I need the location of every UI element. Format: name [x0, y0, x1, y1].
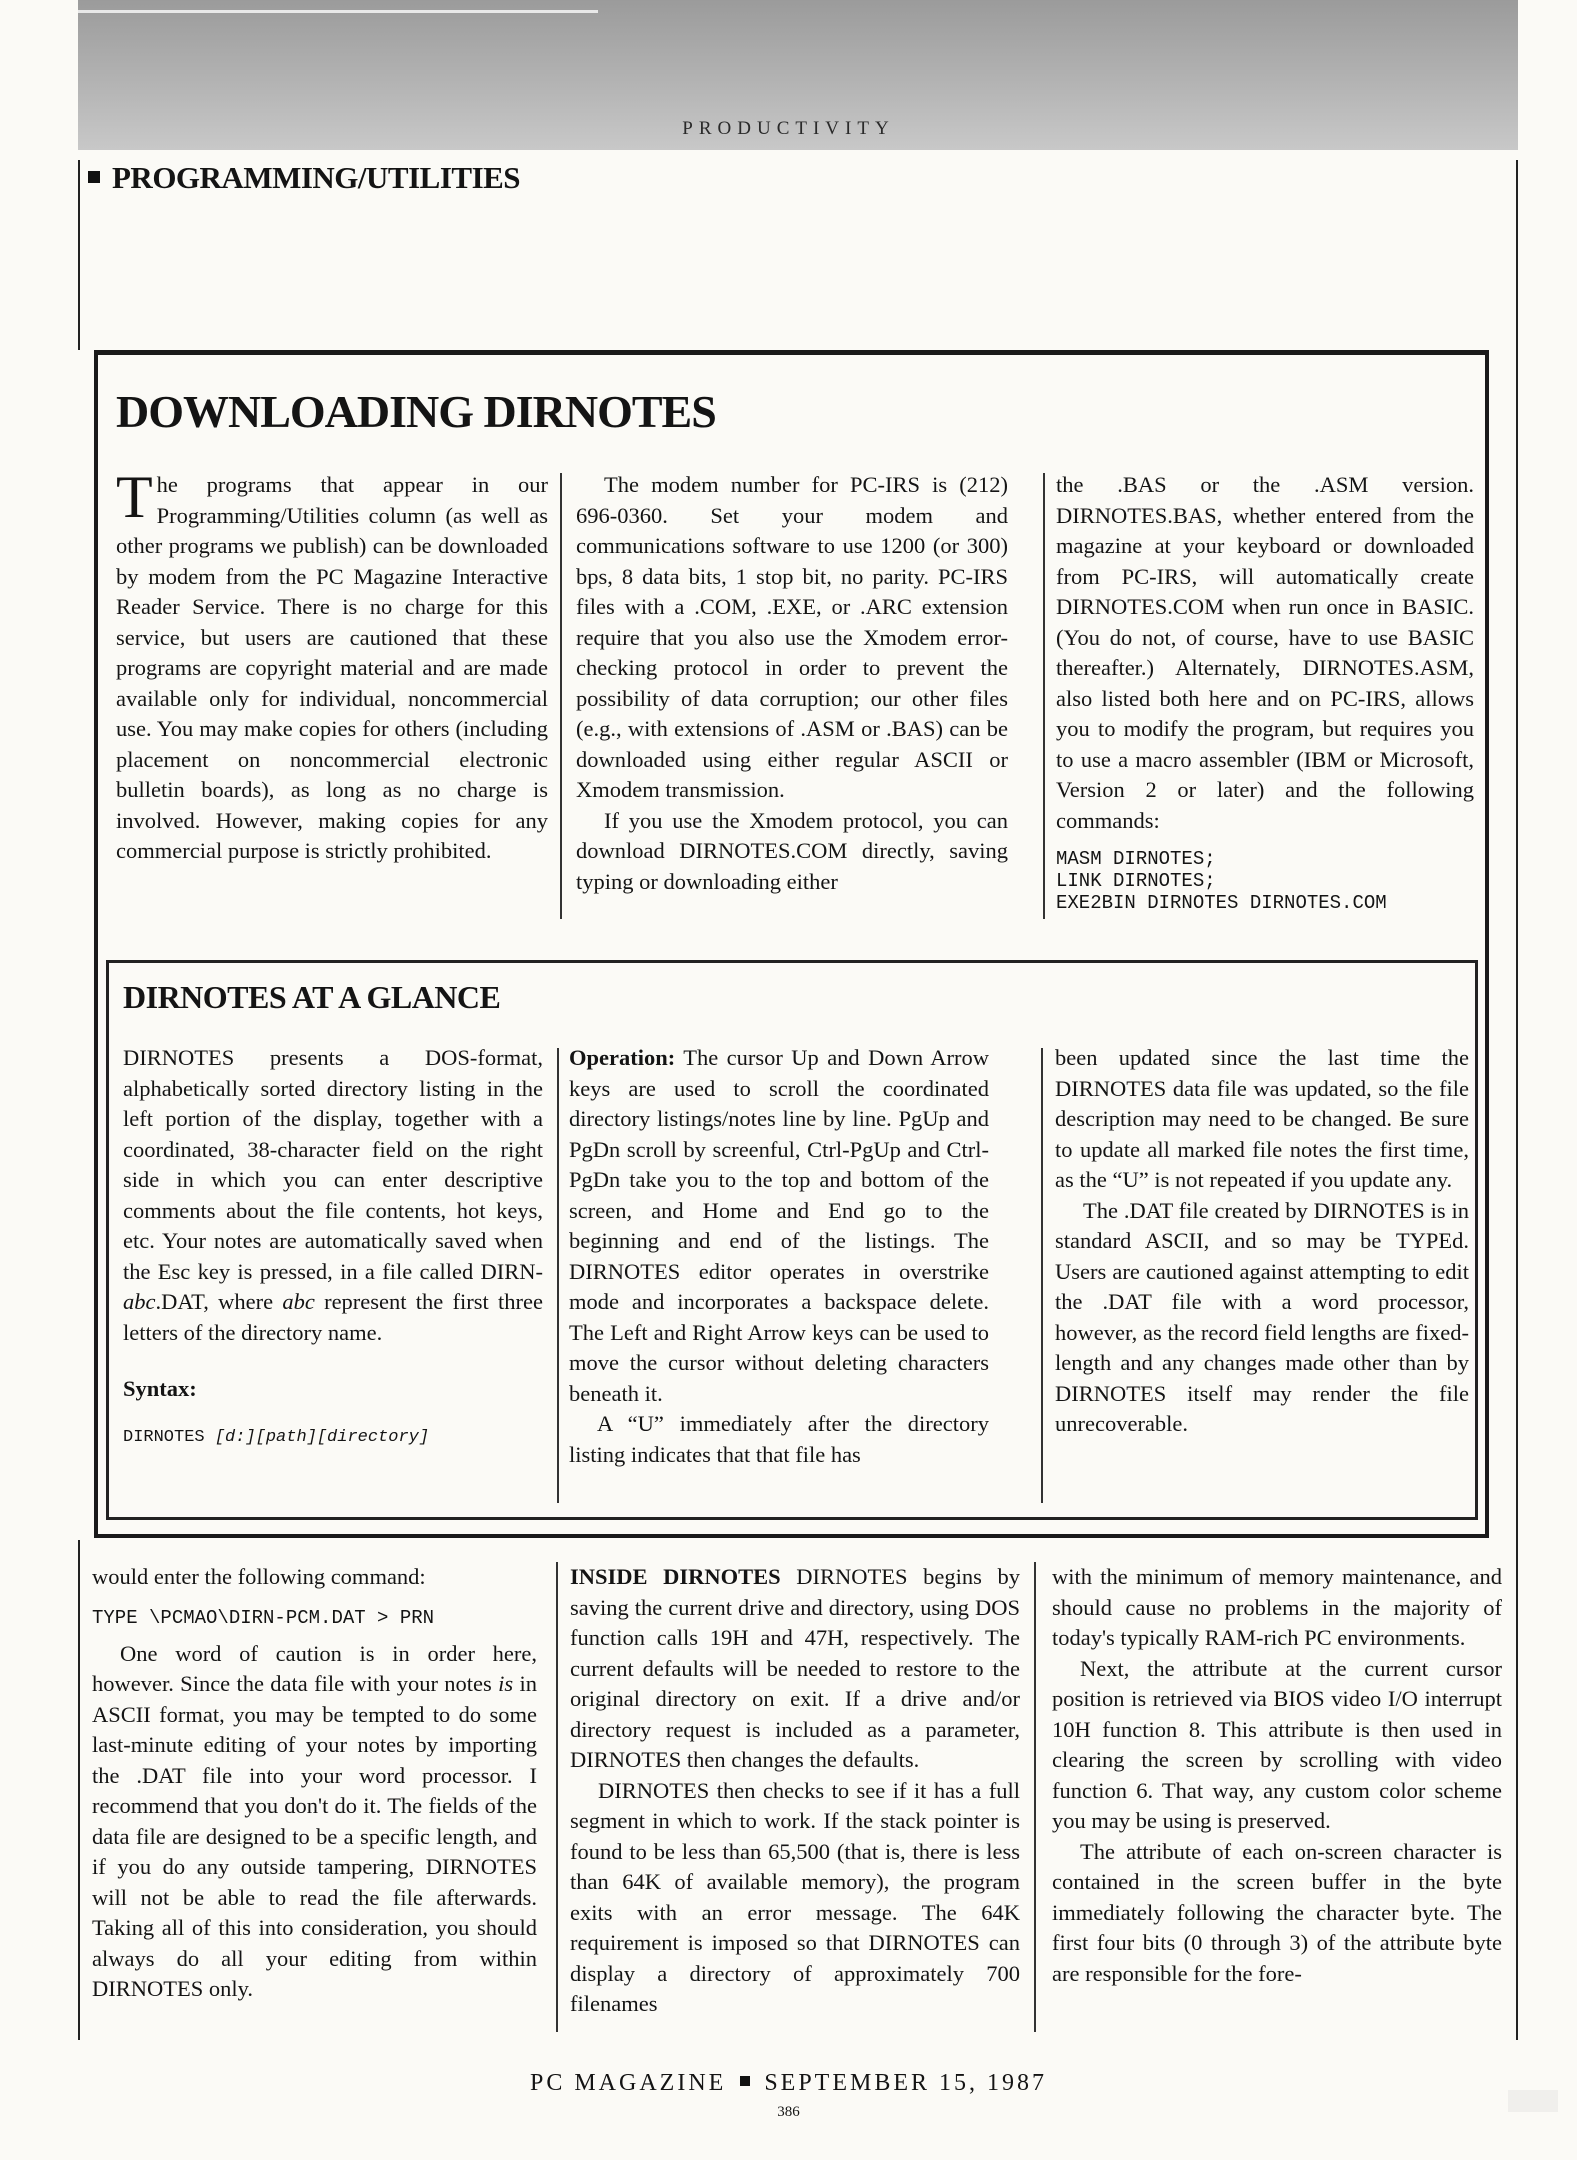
- glance-col3-para2: The .DAT file created by DIRNOTES is in standard ASCII, and so may be TYPEd. Users are cautioned against attempting to edit the .DAT file with a word processor, however, as the record field lengths are fixed-length and any changes made other than by DIRNOTES itself may render the file unrecoverable.: [1055, 1197, 1469, 1436]
- drop-cap: T: [116, 464, 153, 530]
- page-number: 386: [777, 2104, 800, 2120]
- lower-col2-para2: DIRNOTES then checks to see if it has a full segment in which to work. If the stack pointer is found to be less than 65,500 (that is, there is less than 64K of available memory), the program exits with an error message. The 64K requirement is imposed so that DIRNOTES can display a directory of approximately 700 filenames: [570, 1777, 1020, 2016]
- lower-col1-para-a: One word of caution is in order here, however. Since the data file with your notes: [92, 1640, 537, 1696]
- glance-title: DIRNOTES AT A GLANCE: [123, 979, 501, 1015]
- box-col2-para2: If you use the Xmodem protocol, you can download DIRNOTES.COM directly, saving typing or downloading either: [576, 807, 1008, 894]
- asm-command-3: EXE2BIN DIRNOTES DIRNOTES.COM: [1056, 892, 1387, 914]
- page-smudge: [1508, 2090, 1558, 2112]
- lower-col3-para3: The attribute of each on-screen character is contained in the screen buffer in the byte immediately following the character byte. The first four bits (0 through 3) of the attribute byte are responsible for the fore-: [1052, 1838, 1502, 1986]
- box-col2-para1: The modem number for PC-IRS is (212) 696-0360. Set your modem and communications software to use 1200 (or 300) bps, 8 data bits, 1 stop bit, no parity. PC-IRS files with a .COM, .EXE, or .ARC extension require that you also use the Xmodem error-checking protocol in order to prevent the possibility of data corruption; our other files (e.g., with extensions of .ASM or .BAS) can be downloaded using either regular ASCII or Xmodem transmission.: [576, 472, 1008, 802]
- box-col3-text: the .BAS or the .ASM version. DIRNOTES.BAS, whether entered from the magazine at your keyboard or downloaded from PC-IRS, will automatically create DIRNOTES.COM when run once in BASIC. (You do not, of course, have to use BASIC thereafter.) Alternately, DIRNOTES.ASM, also listed both here and on PC-IRS, allows you to modify the program, but requires you to use a macro assembler (IBM or Microsoft, Version 2 or later) and the following commands:: [1056, 472, 1474, 833]
- downloading-box: [94, 350, 1489, 1538]
- lower-col1-emphasis: is: [498, 1671, 514, 1696]
- left-page-rule-lower: [78, 1540, 80, 2040]
- lower-column-rule-2: [1034, 1562, 1036, 2032]
- glance-col1-text-a: DIRNOTES presents a DOS-format, alphabetically sorted directory listing in the left portion of the display, together with a coordinated, 38-character field on the right side in which you can enter descriptive comments about the file contents, hot keys, etc. Your notes are automatically saved when the Esc key is pressed, in a file called DIRN-: [123, 1045, 543, 1284]
- glance-col2-para2: A “U” immediately after the directory listing indicates that that file has: [569, 1411, 989, 1467]
- glance-col1-text-c: represent the first three letters of the directory name.: [123, 1289, 543, 1345]
- lower-col1-para-b: in ASCII format, you may be tempted to do some last-minute editing of your notes by importing the .DAT file into your word processor. I recommend that you don't do it. The fields of the data file are designed to be a specific length, and if you do any outside tampering, DIRNOTES will not be able to read the file afterwards. Taking all of this into consideration, you should always do all your editing from within DIRNOTES only.: [92, 1671, 537, 2001]
- asm-command-2: LINK DIRNOTES;: [1056, 870, 1216, 892]
- footer-bullet-icon: [740, 2076, 750, 2086]
- operation-label: Operation:: [569, 1045, 676, 1070]
- box-column-2: [576, 470, 1008, 897]
- lower-col3-para2: Next, the attribute at the current cursor position is retrieved via BIOS video I/O interrupt 10H function 8. This attribute is then used in clearing the screen by scrolling with video function 6. That way, any custom color scheme you may be using is preserved.: [1052, 1655, 1502, 1833]
- syntax-args: [d:][path][directory]: [214, 1427, 430, 1447]
- square-bullet-icon: [88, 171, 100, 183]
- glance-col3-para1: been updated since the last time the DIRNOTES data file was updated, so the file description may need to be changed. Be sure to update all marked file notes the first time, as the “U” is not repeated if you update any.: [1055, 1045, 1469, 1192]
- syntax-line: [123, 1423, 543, 1454]
- footer-date: SEPTEMBER 15, 1987: [764, 2070, 1048, 2096]
- right-page-rule: [1516, 160, 1518, 2040]
- glance-col1-text-b: .DAT, where: [155, 1289, 283, 1314]
- glance-column-3: [1055, 1043, 1469, 1440]
- type-command: TYPE \PCMAO\DIRN-PCM.DAT > PRN: [92, 1606, 435, 1629]
- glance-col2-para1: The cursor Up and Down Arrow keys are used to scroll the coordinated directory listings/notes line by line. PgUp and PgDn scroll by screenful, Ctrl-PgUp and Ctrl-PgDn take you to the top and bottom of the screen, and Home and End go to the beginning and end of the listings. The DIRNOTES editor operates in overstrike mode and incorporates a backspace delete. The Left and Right Arrow keys can be used to move the cursor without deleting characters beneath it.: [569, 1045, 989, 1406]
- lower-column-3: [1052, 1562, 1502, 1989]
- category-label: PROGRAMMING/UTILITIES: [112, 160, 521, 195]
- box-col1-text: he programs that appear in our Programming/Utilities column (as well as other programs we publish) can be downloaded by modem from the PC Magazine Interactive Reader Service. There is no charge for this service, but users are cautioned that these programs are copyright material and are made available only for individual, noncommercial use. You may make copies for others (including placement on noncommercial electronic bulletin boards), as long as no charge is involved. However, making copies for any commercial purpose is strictly prohibited.: [116, 472, 548, 863]
- glance-column-rule-2: [1041, 1048, 1043, 1503]
- left-page-rule: [78, 160, 80, 350]
- at-a-glance-box: [106, 960, 1478, 1520]
- box-title: DOWNLOADING DIRNOTES: [116, 386, 716, 437]
- glance-column-rule-1: [557, 1048, 559, 1503]
- glance-column-1: [123, 1043, 543, 1453]
- lower-column-rule-1: [556, 1562, 558, 2032]
- header-rule: [78, 10, 598, 13]
- lower-col2-para1: DIRNOTES begins by saving the current drive and directory, using DOS function calls 19H and 47H, respectively. The current defaults will be needed to restore to the original directory on exit. If a drive and/or directory request is included as a parameter, DIRNOTES then changes the defaults.: [570, 1564, 1020, 1772]
- lower-col1-intro: would enter the following command:: [92, 1564, 426, 1589]
- category-heading: [88, 160, 520, 196]
- box-column-1: [116, 464, 548, 867]
- lower-column-2: [570, 1562, 1020, 2020]
- glance-abc-1: abc: [123, 1289, 156, 1314]
- inside-dirnotes-heading: INSIDE DIRNOTES: [570, 1564, 781, 1589]
- box-column-rule-1: [560, 473, 562, 919]
- box-column-3: [1056, 470, 1474, 914]
- lower-col3-para1: with the minimum of memory maintenance, and should cause no problems in the majority of today's typically RAM-rich PC environments.: [1052, 1564, 1502, 1650]
- glance-column-2: [569, 1043, 989, 1470]
- syntax-label: Syntax:: [123, 1376, 197, 1401]
- glance-abc-2: abc: [282, 1289, 315, 1314]
- lower-column-1: [92, 1562, 537, 2005]
- page-footer: [0, 2070, 1577, 2097]
- section-label: PRODUCTIVITY: [682, 118, 895, 139]
- asm-command-1: MASM DIRNOTES;: [1056, 848, 1216, 870]
- syntax-command: DIRNOTES: [123, 1427, 215, 1447]
- footer-magazine: PC MAGAZINE: [529, 2070, 727, 2096]
- box-column-rule-2: [1043, 473, 1045, 919]
